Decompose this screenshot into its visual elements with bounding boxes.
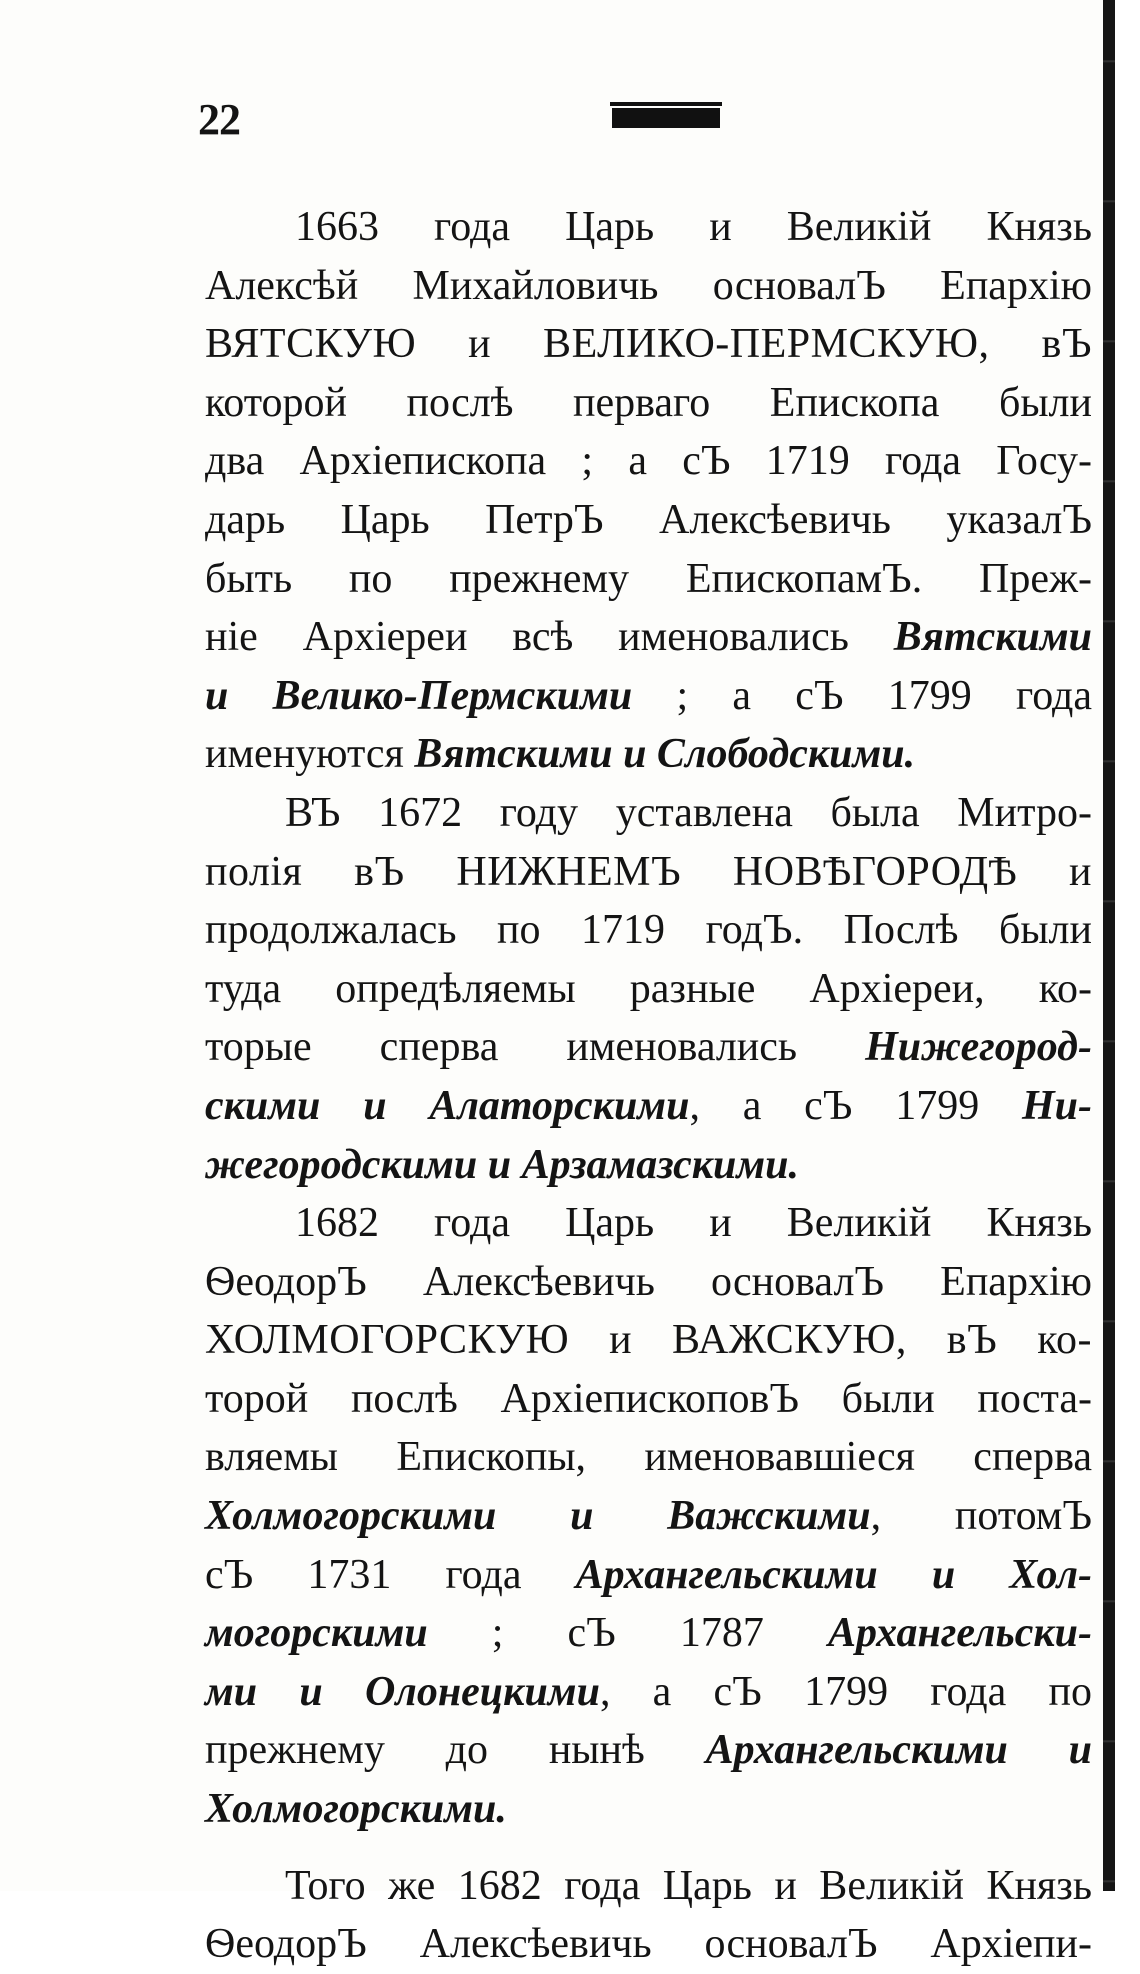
text-line (205, 1077, 1092, 1136)
text-line (205, 1428, 1092, 1487)
text-segment: которой послѣ перваго Епископа были (205, 379, 1092, 426)
text-line (205, 1721, 1092, 1780)
italic-segment: Нижегород- (865, 1024, 1092, 1071)
text-line (205, 374, 1092, 433)
text-segment: туда опредѣляемы разные Архіереи, ко- (205, 965, 1092, 1012)
italic-segment: могорскими (205, 1610, 428, 1657)
text-segment: 1663 года Царь и Великій Князь (295, 204, 1092, 250)
text-segment: вляемы Епископы, именовавшіеся сперва (205, 1434, 1092, 1481)
text-line (205, 960, 1092, 1019)
text-line (205, 491, 1092, 550)
text-segment: ; а сЪ 1799 года (632, 672, 1092, 719)
text-segment: продолжалась по 1719 годЪ. Послѣ были (205, 907, 1092, 954)
text-line (205, 1311, 1092, 1370)
italic-segment: Архангельскими и Хол- (575, 1551, 1093, 1598)
italic-segment: Холмогорскими. (205, 1786, 507, 1833)
text-segment: Того же 1682 года Царь и Великій Князь (285, 1862, 1092, 1909)
italic-segment: Вятскими (893, 614, 1092, 661)
text-line (205, 667, 1092, 726)
italic-segment: и Велико-Пермскими (205, 672, 633, 719)
text-line (205, 1487, 1092, 1546)
text-segment: прежнему до нынѣ (205, 1727, 706, 1774)
text-segment: Алексѣй Михайловичь основалЪ Епархію (205, 262, 1092, 309)
scan-edge-shadow (1103, 0, 1115, 1891)
text-line (205, 901, 1092, 960)
text-segment: , а сЪ 1799 года по (599, 1668, 1092, 1715)
text-line (205, 257, 1092, 316)
text-segment: ѲеодорЪ Алексѣевичь основалЪ Епархію (205, 1258, 1092, 1305)
italic-segment: Архангельски- (827, 1610, 1092, 1657)
text-segment: два Архіепископа ; а сЪ 1719 года Госу- (205, 438, 1092, 485)
text-segment: , потомЪ (870, 1493, 1093, 1540)
text-line (205, 1136, 1092, 1195)
italic-segment: Ни- (1021, 1082, 1092, 1129)
text-line (205, 608, 1092, 667)
italic-segment: Холмогорскими и Важскими (205, 1493, 871, 1540)
text-segment: полія вЪ НИЖНЕМЪ НОВѢГОРОДѢ и (205, 848, 1092, 895)
italic-segment: Вятскими и Слободскими. (414, 731, 916, 778)
italic-segment: Архангельскими и (705, 1727, 1092, 1774)
text-segment: ѲеодорЪ Алексѣевичь основалЪ Архіепи- (205, 1921, 1092, 1968)
italic-segment: жегородскими и Арзамазскими. (205, 1141, 800, 1188)
text-segment: ХОЛМОГОРСКУЮ и ВАЖСКУЮ, вЪ ко- (205, 1317, 1092, 1364)
text-line (205, 315, 1092, 374)
text-line (205, 1780, 1092, 1839)
italic-segment: ми и Олонецкими (205, 1668, 600, 1715)
text-segment: именуются (205, 731, 415, 778)
text-line (205, 1604, 1092, 1663)
text-segment: сЪ 1731 года (205, 1551, 576, 1598)
page-number: 22 (198, 95, 240, 144)
body-text (205, 198, 1092, 1974)
text-line (205, 1857, 1092, 1916)
header-ornament-rule (612, 108, 720, 128)
text-line (205, 1546, 1092, 1605)
text-segment: 1682 года Царь и Великій Князь (295, 1200, 1092, 1247)
text-segment: дарь Царь ПетрЪ Алексѣевичь указалЪ (205, 496, 1092, 543)
text-segment: ; сЪ 1787 (427, 1610, 828, 1657)
text-line (205, 1370, 1092, 1429)
text-line (205, 198, 1092, 257)
text-line (205, 843, 1092, 902)
text-line (205, 1194, 1092, 1253)
text-line (205, 725, 1092, 784)
text-segment: ВЪ 1672 году уставлена была Митро- (285, 789, 1092, 836)
text-segment: торой послѣ АрхіепископовЪ были поста- (205, 1375, 1092, 1422)
text-line (205, 432, 1092, 491)
text-line (205, 784, 1092, 843)
text-line (205, 1915, 1092, 1974)
text-segment: ВЯТСКУЮ и ВЕЛИКО-ПЕРМСКУЮ, вЪ (205, 321, 1092, 368)
text-line (205, 1018, 1092, 1077)
text-line (205, 1663, 1092, 1722)
text-segment: , а сЪ 1799 (689, 1082, 1022, 1129)
text-segment: ніе Архіереи всѣ именовались (205, 614, 894, 661)
text-segment: быть по прежнему ЕпископамЪ. Преж- (205, 555, 1092, 602)
text-segment: торые сперва именовались (205, 1024, 866, 1071)
text-line (205, 1253, 1092, 1312)
text-line (205, 550, 1092, 609)
italic-segment: скими и Алаторскими (205, 1082, 690, 1129)
